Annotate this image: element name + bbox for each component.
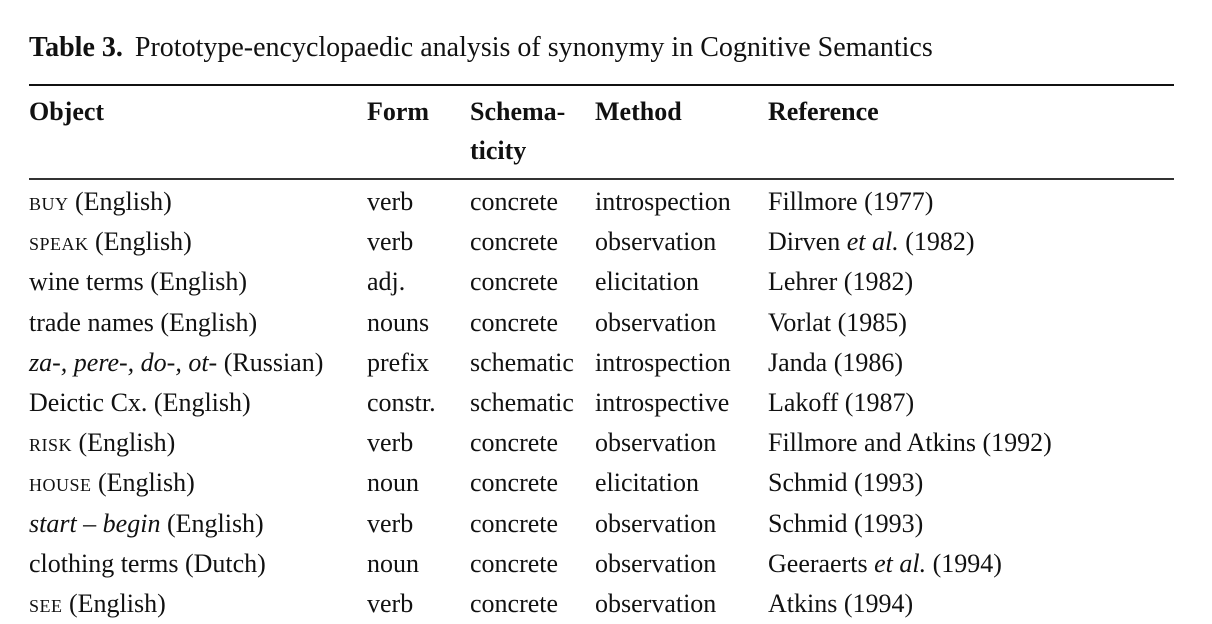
- cell-method: observation: [595, 548, 717, 578]
- cell-object-term: speak: [29, 227, 89, 257]
- table-row: [0, 463, 1212, 503]
- reference-author: Schmid: [768, 508, 848, 538]
- column-header-schematicity-line2: ticity: [470, 136, 527, 165]
- cell-object: [29, 222, 192, 262]
- cell-object-term: start – begin: [29, 508, 161, 538]
- cell-schematicity: concrete: [470, 187, 559, 216]
- cell-form: constr.: [367, 388, 436, 417]
- reference-year: (1992): [976, 428, 1052, 458]
- cell-method: observation: [595, 589, 717, 618]
- cell-object-text: wine terms (English): [29, 267, 248, 297]
- reference-etal: et al.: [846, 227, 899, 257]
- column-header-schematicity-line1: Schema-: [470, 97, 566, 126]
- column-header-method: Method: [595, 97, 682, 126]
- cell-reference: [768, 303, 907, 343]
- cell-object: [29, 303, 257, 343]
- table-row: [0, 544, 1212, 584]
- table-row: [0, 262, 1212, 302]
- table-row: [0, 383, 1212, 423]
- reference-author: Lehrer: [768, 267, 838, 297]
- cell-method: elicitation: [595, 267, 699, 297]
- cell-form: nouns: [367, 307, 430, 337]
- cell-method: elicitation: [595, 468, 699, 498]
- reference-year: (1986): [827, 347, 904, 377]
- reference-year: (1993): [847, 468, 924, 498]
- cell-form: noun: [367, 468, 419, 498]
- cell-method: introspection: [595, 187, 731, 216]
- table-caption-label: Table 3.: [29, 32, 123, 63]
- cell-form: verb: [367, 508, 414, 538]
- cell-object-term: house: [29, 468, 92, 498]
- cell-object: [29, 343, 323, 383]
- cell-object: [29, 584, 166, 624]
- table-caption: [29, 28, 933, 68]
- cell-method: observation: [595, 227, 717, 257]
- cell-schematicity: concrete: [470, 508, 559, 538]
- cell-reference: [768, 262, 913, 302]
- reference-year: (1987): [838, 388, 915, 417]
- reference-author: Atkins: [768, 589, 838, 618]
- column-header-form: Form: [367, 97, 430, 126]
- cell-schematicity: concrete: [470, 227, 559, 257]
- cell-reference: [768, 343, 903, 383]
- cell-object-term: buy: [29, 187, 69, 216]
- cell-object-language: (Russian): [217, 347, 324, 377]
- cell-object-language: (English): [88, 227, 192, 257]
- table-row: [0, 584, 1212, 624]
- cell-reference: [768, 544, 1002, 584]
- cell-method: observation: [595, 508, 717, 538]
- cell-reference: [768, 222, 975, 262]
- reference-year: (1994): [837, 589, 914, 618]
- cell-object: [29, 463, 195, 503]
- reference-author: Lakoff: [768, 388, 839, 417]
- cell-reference: [768, 463, 923, 503]
- table-caption-title: Prototype-encyclopaedic analysis of synonymy in Cognitive Semantics: [134, 32, 933, 63]
- cell-method: introspection: [595, 347, 731, 377]
- reference-author: Fillmore and Atkins: [768, 428, 976, 458]
- cell-object: [29, 262, 247, 302]
- reference-etal: et al.: [874, 548, 927, 578]
- cell-object-text: Deictic Cx. (English): [29, 388, 251, 417]
- cell-method: observation: [595, 307, 717, 337]
- reference-year: (1985): [831, 307, 907, 337]
- cell-reference: [768, 584, 913, 624]
- cell-schematicity: concrete: [470, 548, 559, 578]
- reference-author: Schmid: [768, 468, 848, 498]
- reference-author: Geeraerts: [768, 548, 875, 578]
- cell-object: [29, 383, 251, 423]
- cell-object-language: (English): [62, 589, 166, 618]
- cell-method: observation: [595, 428, 717, 458]
- cell-object-term: see: [29, 589, 63, 618]
- reference-year: (1977): [857, 187, 934, 216]
- table-row: [0, 423, 1212, 463]
- cell-object: [29, 504, 264, 544]
- table-row: [0, 182, 1212, 222]
- cell-method: introspective: [595, 388, 730, 417]
- cell-object: [29, 544, 266, 584]
- reference-author: Dirven: [768, 227, 847, 257]
- cell-reference: [768, 383, 914, 423]
- cell-schematicity: concrete: [470, 267, 559, 297]
- table-row: [0, 303, 1212, 343]
- reference-year: (1994): [926, 548, 1002, 578]
- cell-object: [29, 182, 172, 222]
- cell-form: prefix: [367, 347, 430, 377]
- reference-author: Janda: [768, 347, 828, 377]
- cell-schematicity: schematic: [470, 388, 574, 417]
- reference-year: (1993): [847, 508, 924, 538]
- cell-object-language: (English): [68, 187, 172, 216]
- cell-reference: [768, 182, 933, 222]
- table-top-rule: [29, 84, 1174, 86]
- cell-object-language: (English): [91, 468, 195, 498]
- cell-form: verb: [367, 589, 414, 618]
- cell-form: verb: [367, 428, 414, 458]
- cell-schematicity: concrete: [470, 307, 559, 337]
- reference-author: Fillmore: [768, 187, 858, 216]
- cell-form: adj.: [367, 267, 406, 297]
- column-header-reference: Reference: [768, 97, 879, 126]
- cell-object-term: risk: [29, 428, 73, 458]
- cell-reference: [768, 423, 1052, 463]
- cell-object-language: (English): [72, 428, 176, 458]
- table-row: [0, 504, 1212, 544]
- cell-form: verb: [367, 187, 414, 216]
- cell-schematicity: concrete: [470, 428, 559, 458]
- cell-object: [29, 423, 175, 463]
- cell-reference: [768, 504, 923, 544]
- table-row: [0, 222, 1212, 262]
- reference-year: (1982): [898, 227, 975, 257]
- cell-schematicity: concrete: [470, 589, 559, 618]
- column-header-object: Object: [29, 97, 105, 126]
- cell-object-language: (English): [160, 508, 264, 538]
- cell-object-text: trade names (English): [29, 307, 258, 337]
- cell-schematicity: schematic: [470, 347, 574, 377]
- cell-object-term: za-, pere-, do-, ot-: [29, 347, 218, 377]
- reference-author: Vorlat: [768, 307, 832, 337]
- reference-year: (1982): [837, 267, 914, 297]
- cell-form: noun: [367, 548, 419, 578]
- table-header-rule: [29, 178, 1174, 180]
- table-row: [0, 343, 1212, 383]
- cell-schematicity: concrete: [470, 468, 559, 498]
- cell-object-text: clothing terms (Dutch): [29, 548, 266, 578]
- cell-form: verb: [367, 227, 414, 257]
